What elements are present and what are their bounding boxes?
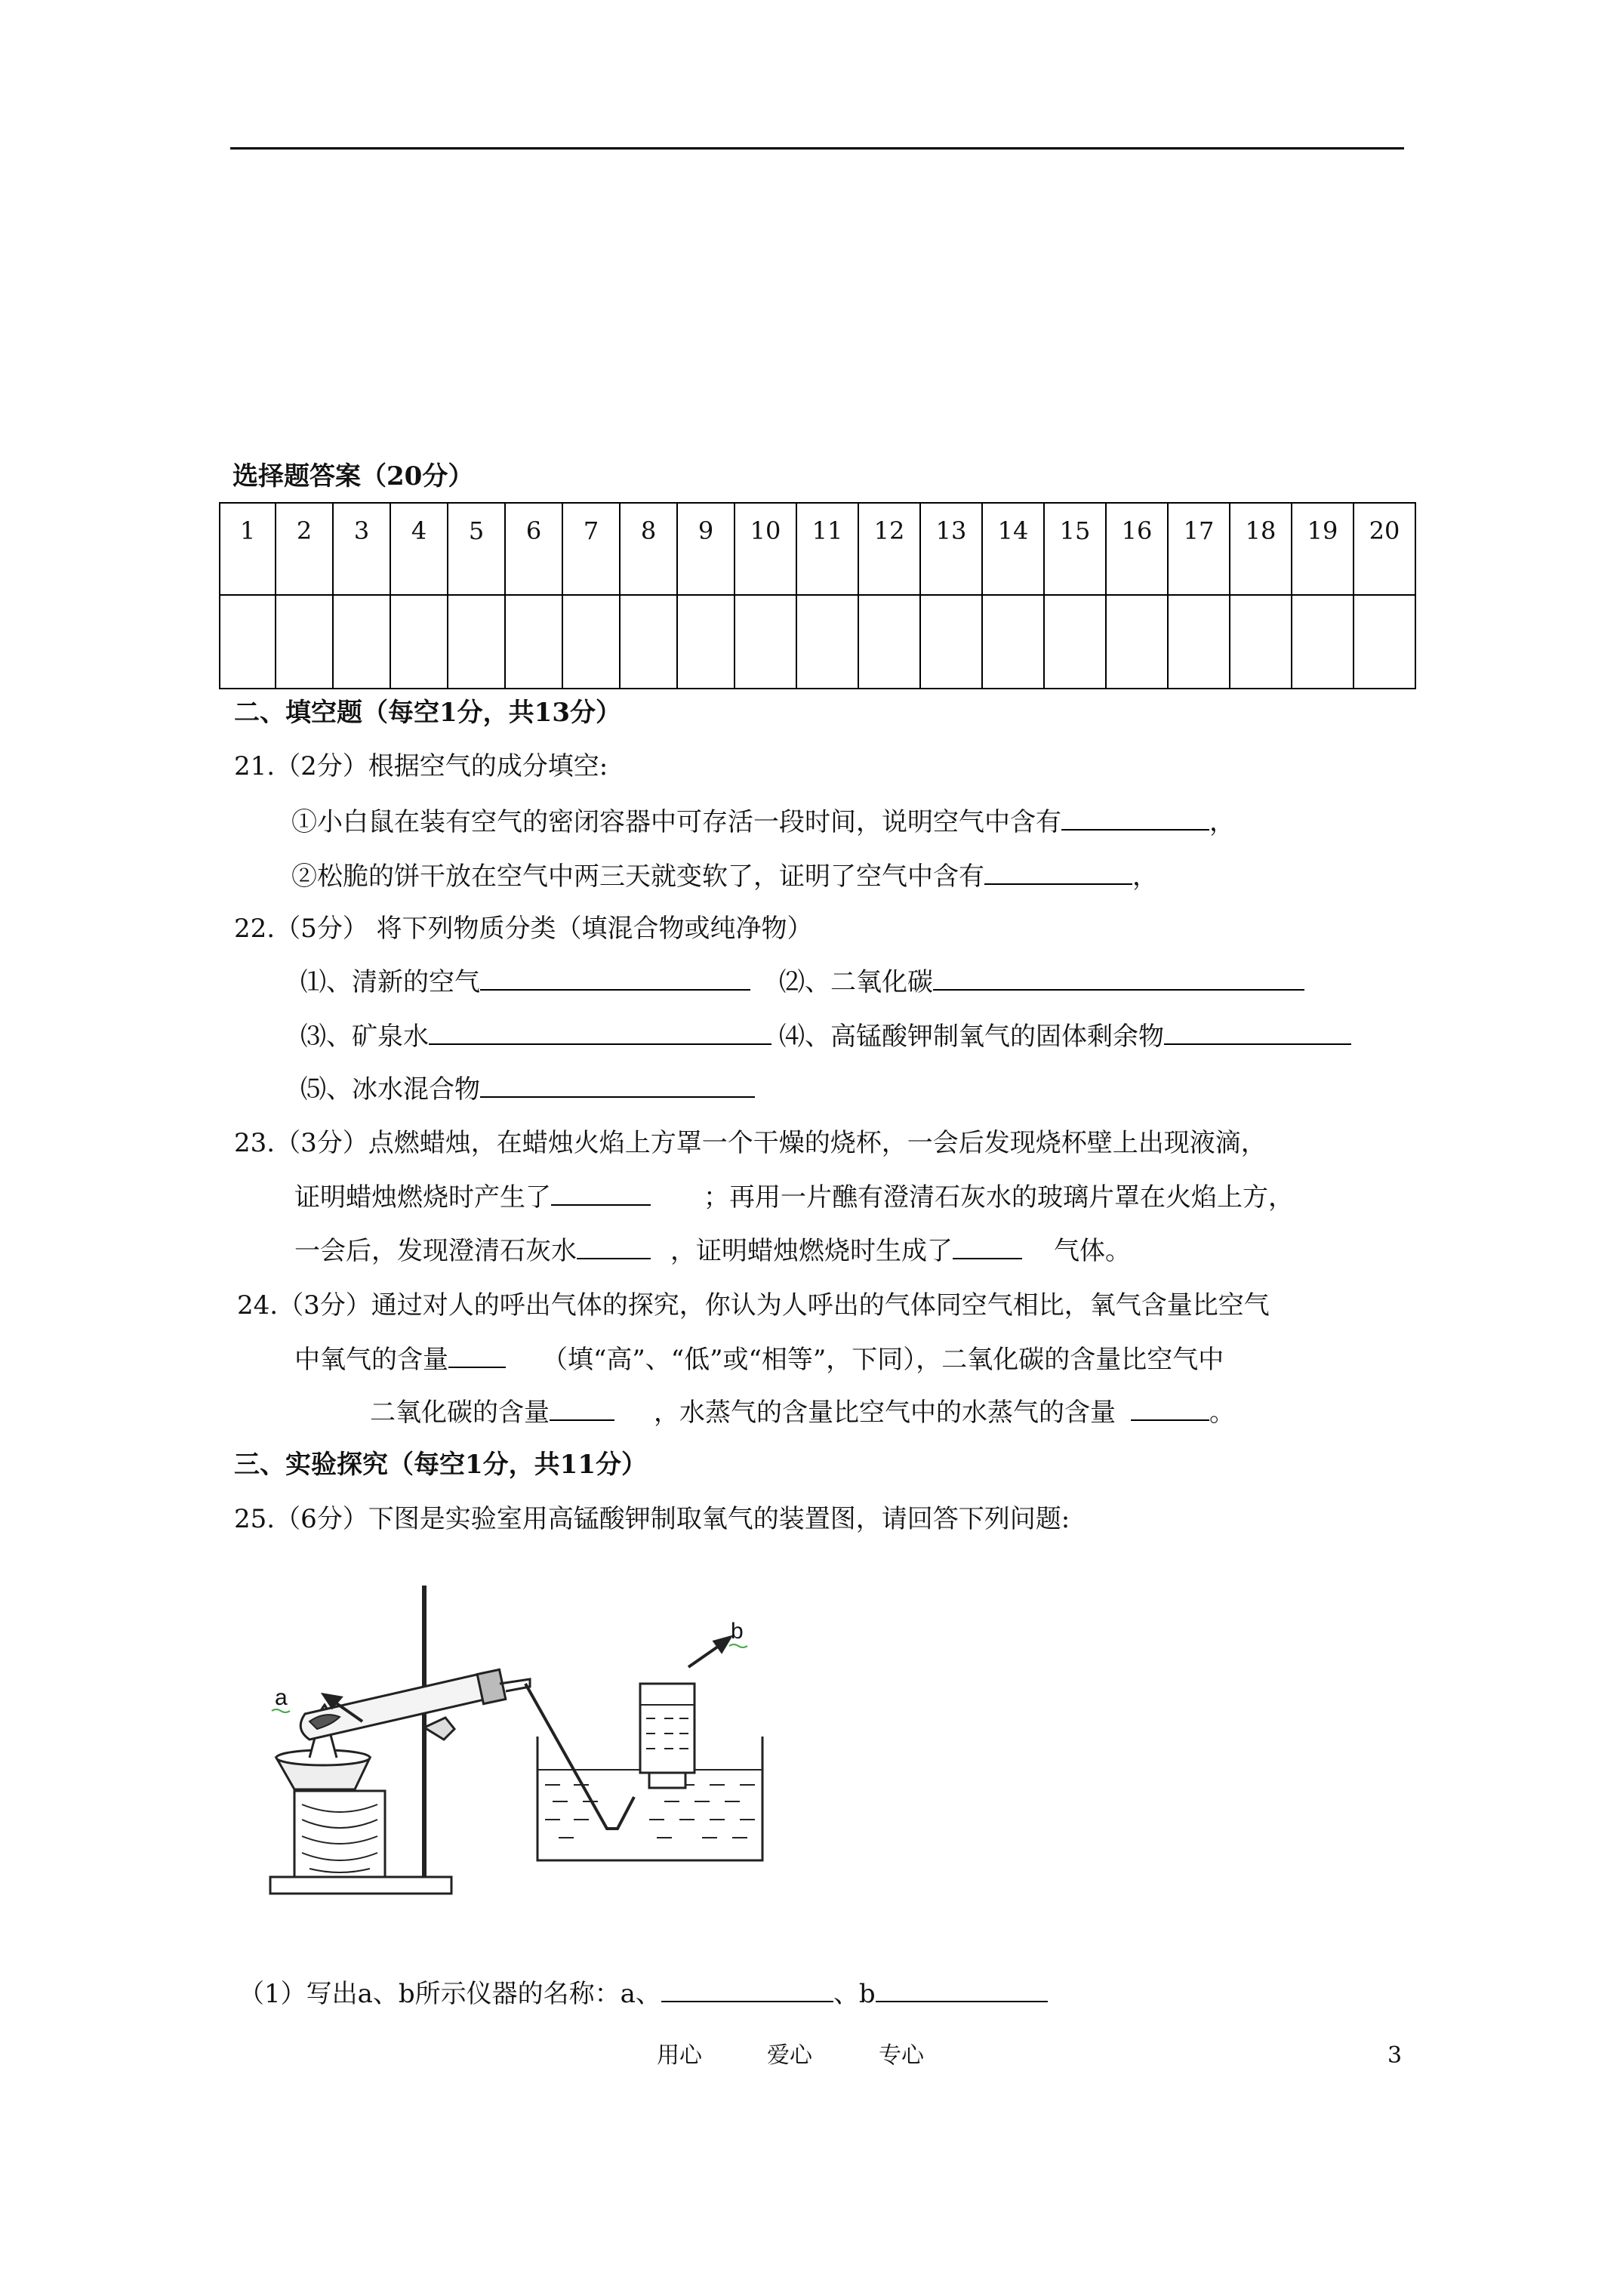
answer-cell-19[interactable] bbox=[1292, 595, 1354, 689]
answer-col-19: 19 bbox=[1292, 503, 1354, 595]
answer-table-header-row bbox=[220, 503, 1415, 595]
q24-line2-text-a: 中氧气的含量 bbox=[294, 1345, 448, 1375]
answer-cell-15[interactable] bbox=[1044, 595, 1106, 689]
answer-cell-3[interactable] bbox=[333, 595, 390, 689]
answer-cell-17[interactable] bbox=[1168, 595, 1230, 689]
q24-line2-text-b: （填“高”、“低”或“相等”，下同），二氧化碳的含量比空气中 bbox=[542, 1345, 1224, 1375]
q23-line2-text-b: ；再用一片醮有澄清石灰水的玻璃片罩在火焰上方， bbox=[704, 1182, 1294, 1213]
q25-sub1 bbox=[239, 1977, 1048, 2011]
footer-motto-1: 用心 bbox=[657, 2042, 702, 2069]
answer-cell-4[interactable] bbox=[390, 595, 448, 689]
footer-motto-2: 爱心 bbox=[767, 2042, 812, 2069]
answer-col-3: 3 bbox=[333, 503, 390, 595]
q25-blank-a[interactable] bbox=[661, 1977, 833, 2002]
answer-col-15: 15 bbox=[1044, 503, 1106, 595]
answer-col-14: 14 bbox=[982, 503, 1044, 595]
q25-blank-b[interactable] bbox=[876, 1977, 1048, 2002]
oxygen-apparatus-diagram bbox=[257, 1570, 815, 1948]
answer-col-18: 18 bbox=[1230, 503, 1292, 595]
q22-item4 bbox=[779, 1019, 1351, 1053]
q23-line3-text-a: 一会后，发现澄清石灰水 bbox=[294, 1236, 577, 1266]
answer-col-1: 1 bbox=[220, 503, 276, 595]
q24-line2 bbox=[294, 1342, 1224, 1376]
answer-cell-14[interactable] bbox=[982, 595, 1044, 689]
q24-line3-text-c: 。 bbox=[1209, 1398, 1235, 1428]
answer-col-4: 4 bbox=[390, 503, 448, 595]
q24-line3-text-a: 二氧化碳的含量 bbox=[370, 1398, 550, 1428]
q23-line1: 23.（3分）点燃蜡烛，在蜡烛火焰上方罩一个干燥的烧杯，一会后发现烧杯壁上出现液滴， bbox=[234, 1128, 1267, 1158]
q21-blank2[interactable] bbox=[984, 859, 1132, 885]
q22-blank4[interactable] bbox=[1164, 1019, 1351, 1045]
answer-col-11: 11 bbox=[796, 503, 858, 595]
answer-col-17: 17 bbox=[1168, 503, 1230, 595]
answer-col-16: 16 bbox=[1106, 503, 1168, 595]
answer-col-7: 7 bbox=[562, 503, 620, 595]
q24-line1: 24.（3分）通过对人的呼出气体的探究，你认为人呼出的气体同空气相比，氧气含量比空气 bbox=[237, 1290, 1270, 1321]
answer-cell-9[interactable] bbox=[677, 595, 735, 689]
q21-line2-end: ， bbox=[1132, 861, 1158, 892]
q21-line2-text: ②松脆的饼干放在空气中两三天就变软了，证明了空气中含有 bbox=[291, 861, 984, 892]
answer-table-answer-row bbox=[220, 595, 1415, 689]
q22-blank3[interactable] bbox=[429, 1019, 771, 1045]
diagram-label-b: b bbox=[731, 1619, 744, 1644]
answer-cell-20[interactable] bbox=[1354, 595, 1415, 689]
page-number: 3 bbox=[1387, 2042, 1403, 2069]
q24-blank3[interactable] bbox=[1131, 1395, 1209, 1421]
footer-motto-3: 专心 bbox=[879, 2042, 924, 2069]
answer-col-13: 13 bbox=[920, 503, 982, 595]
answer-col-20: 20 bbox=[1354, 503, 1415, 595]
answer-cell-11[interactable] bbox=[796, 595, 858, 689]
answer-col-12: 12 bbox=[858, 503, 920, 595]
q24-line3-text-b: ，水蒸气的含量比空气中的水蒸气的含量 bbox=[654, 1398, 1116, 1428]
q23-line3-text-b: ，证明蜡烛燃烧时生成了 bbox=[670, 1236, 953, 1266]
q24-blank1[interactable] bbox=[448, 1342, 506, 1368]
test-tube bbox=[300, 1673, 488, 1740]
answer-cell-8[interactable] bbox=[620, 595, 677, 689]
q23-blank1[interactable] bbox=[551, 1180, 651, 1206]
q23-line2-text-a: 证明蜡烛燃烧时产生了 bbox=[294, 1182, 551, 1213]
answer-cell-2[interactable] bbox=[276, 595, 333, 689]
q23-line2 bbox=[294, 1180, 1294, 1214]
q24-blank2[interactable] bbox=[550, 1395, 614, 1421]
q22-item5-label: ⑸、冰水混合物 bbox=[300, 1074, 480, 1105]
q23-blank3[interactable] bbox=[953, 1234, 1022, 1259]
answer-cell-13[interactable] bbox=[920, 595, 982, 689]
q23-line3-text-c: 气体。 bbox=[1054, 1236, 1131, 1266]
q22-item1-label: ⑴、清新的空气 bbox=[300, 967, 480, 997]
answer-col-10: 10 bbox=[735, 503, 796, 595]
gas-collecting-bottle bbox=[640, 1684, 694, 1773]
q21-line2 bbox=[291, 859, 1158, 893]
q22-stem: 22.（5分） 将下列物质分类（填混合物或纯净物） bbox=[234, 914, 813, 944]
q25-sub1-text-b: 、b bbox=[833, 1979, 876, 2009]
stand-clamp bbox=[424, 1718, 454, 1740]
q25-stem: 25.（6分）下图是实验室用高锰酸钾制取氧气的装置图，请回答下列问题: bbox=[234, 1504, 1070, 1534]
q23-blank2[interactable] bbox=[577, 1234, 651, 1259]
q22-item2-label: ⑵、二氧化碳 bbox=[779, 967, 933, 997]
stand-base bbox=[270, 1877, 451, 1894]
q22-item5 bbox=[300, 1072, 755, 1106]
q22-blank1[interactable] bbox=[480, 965, 750, 991]
answer-col-6: 6 bbox=[505, 503, 562, 595]
answer-col-8: 8 bbox=[620, 503, 677, 595]
header-rule bbox=[230, 147, 1404, 149]
diagram-label-a: a bbox=[275, 1685, 288, 1710]
q22-item3 bbox=[300, 1019, 771, 1053]
q21-line1 bbox=[291, 805, 1235, 839]
q22-item3-label: ⑶、矿泉水 bbox=[300, 1022, 429, 1052]
q23-line3 bbox=[294, 1234, 1131, 1268]
wood-block bbox=[294, 1791, 385, 1877]
answer-cell-10[interactable] bbox=[735, 595, 796, 689]
q22-blank2[interactable] bbox=[933, 965, 1304, 991]
q22-item2 bbox=[779, 965, 1304, 999]
answer-col-2: 2 bbox=[276, 503, 333, 595]
section3-heading: 三、实验探究（每空1分，共11分） bbox=[234, 1450, 647, 1480]
answer-cell-18[interactable] bbox=[1230, 595, 1292, 689]
answer-cell-12[interactable] bbox=[858, 595, 920, 689]
q21-stem: 21.（2分）根据空气的成分填空: bbox=[234, 751, 608, 781]
q22-blank5[interactable] bbox=[480, 1072, 755, 1098]
answer-cell-16[interactable] bbox=[1106, 595, 1168, 689]
answer-cell-7[interactable] bbox=[562, 595, 620, 689]
answer-cell-1[interactable] bbox=[220, 595, 276, 689]
q21-line1-end: ， bbox=[1209, 807, 1235, 837]
q25-sub1-text-a: （1）写出a、b所示仪器的名称：a、 bbox=[239, 1979, 661, 2009]
section2-heading: 二、填空题（每空1分，共13分） bbox=[234, 698, 621, 728]
q21-blank1[interactable] bbox=[1061, 805, 1209, 831]
answer-col-9: 9 bbox=[677, 503, 735, 595]
answer-cell-6[interactable] bbox=[505, 595, 562, 689]
answer-table-title: 选择题答案（20分） bbox=[233, 461, 474, 492]
answer-cell-5[interactable] bbox=[448, 595, 505, 689]
answer-table bbox=[219, 502, 1416, 689]
q22-item1 bbox=[300, 965, 750, 999]
q21-line1-text: ①小白鼠在装有空气的密闭容器中可存活一段时间，说明空气中含有 bbox=[291, 807, 1061, 837]
answer-col-5: 5 bbox=[448, 503, 505, 595]
q22-item4-label: ⑷、高锰酸钾制氧气的固体剩余物 bbox=[779, 1022, 1164, 1052]
q24-line3 bbox=[370, 1395, 1235, 1429]
